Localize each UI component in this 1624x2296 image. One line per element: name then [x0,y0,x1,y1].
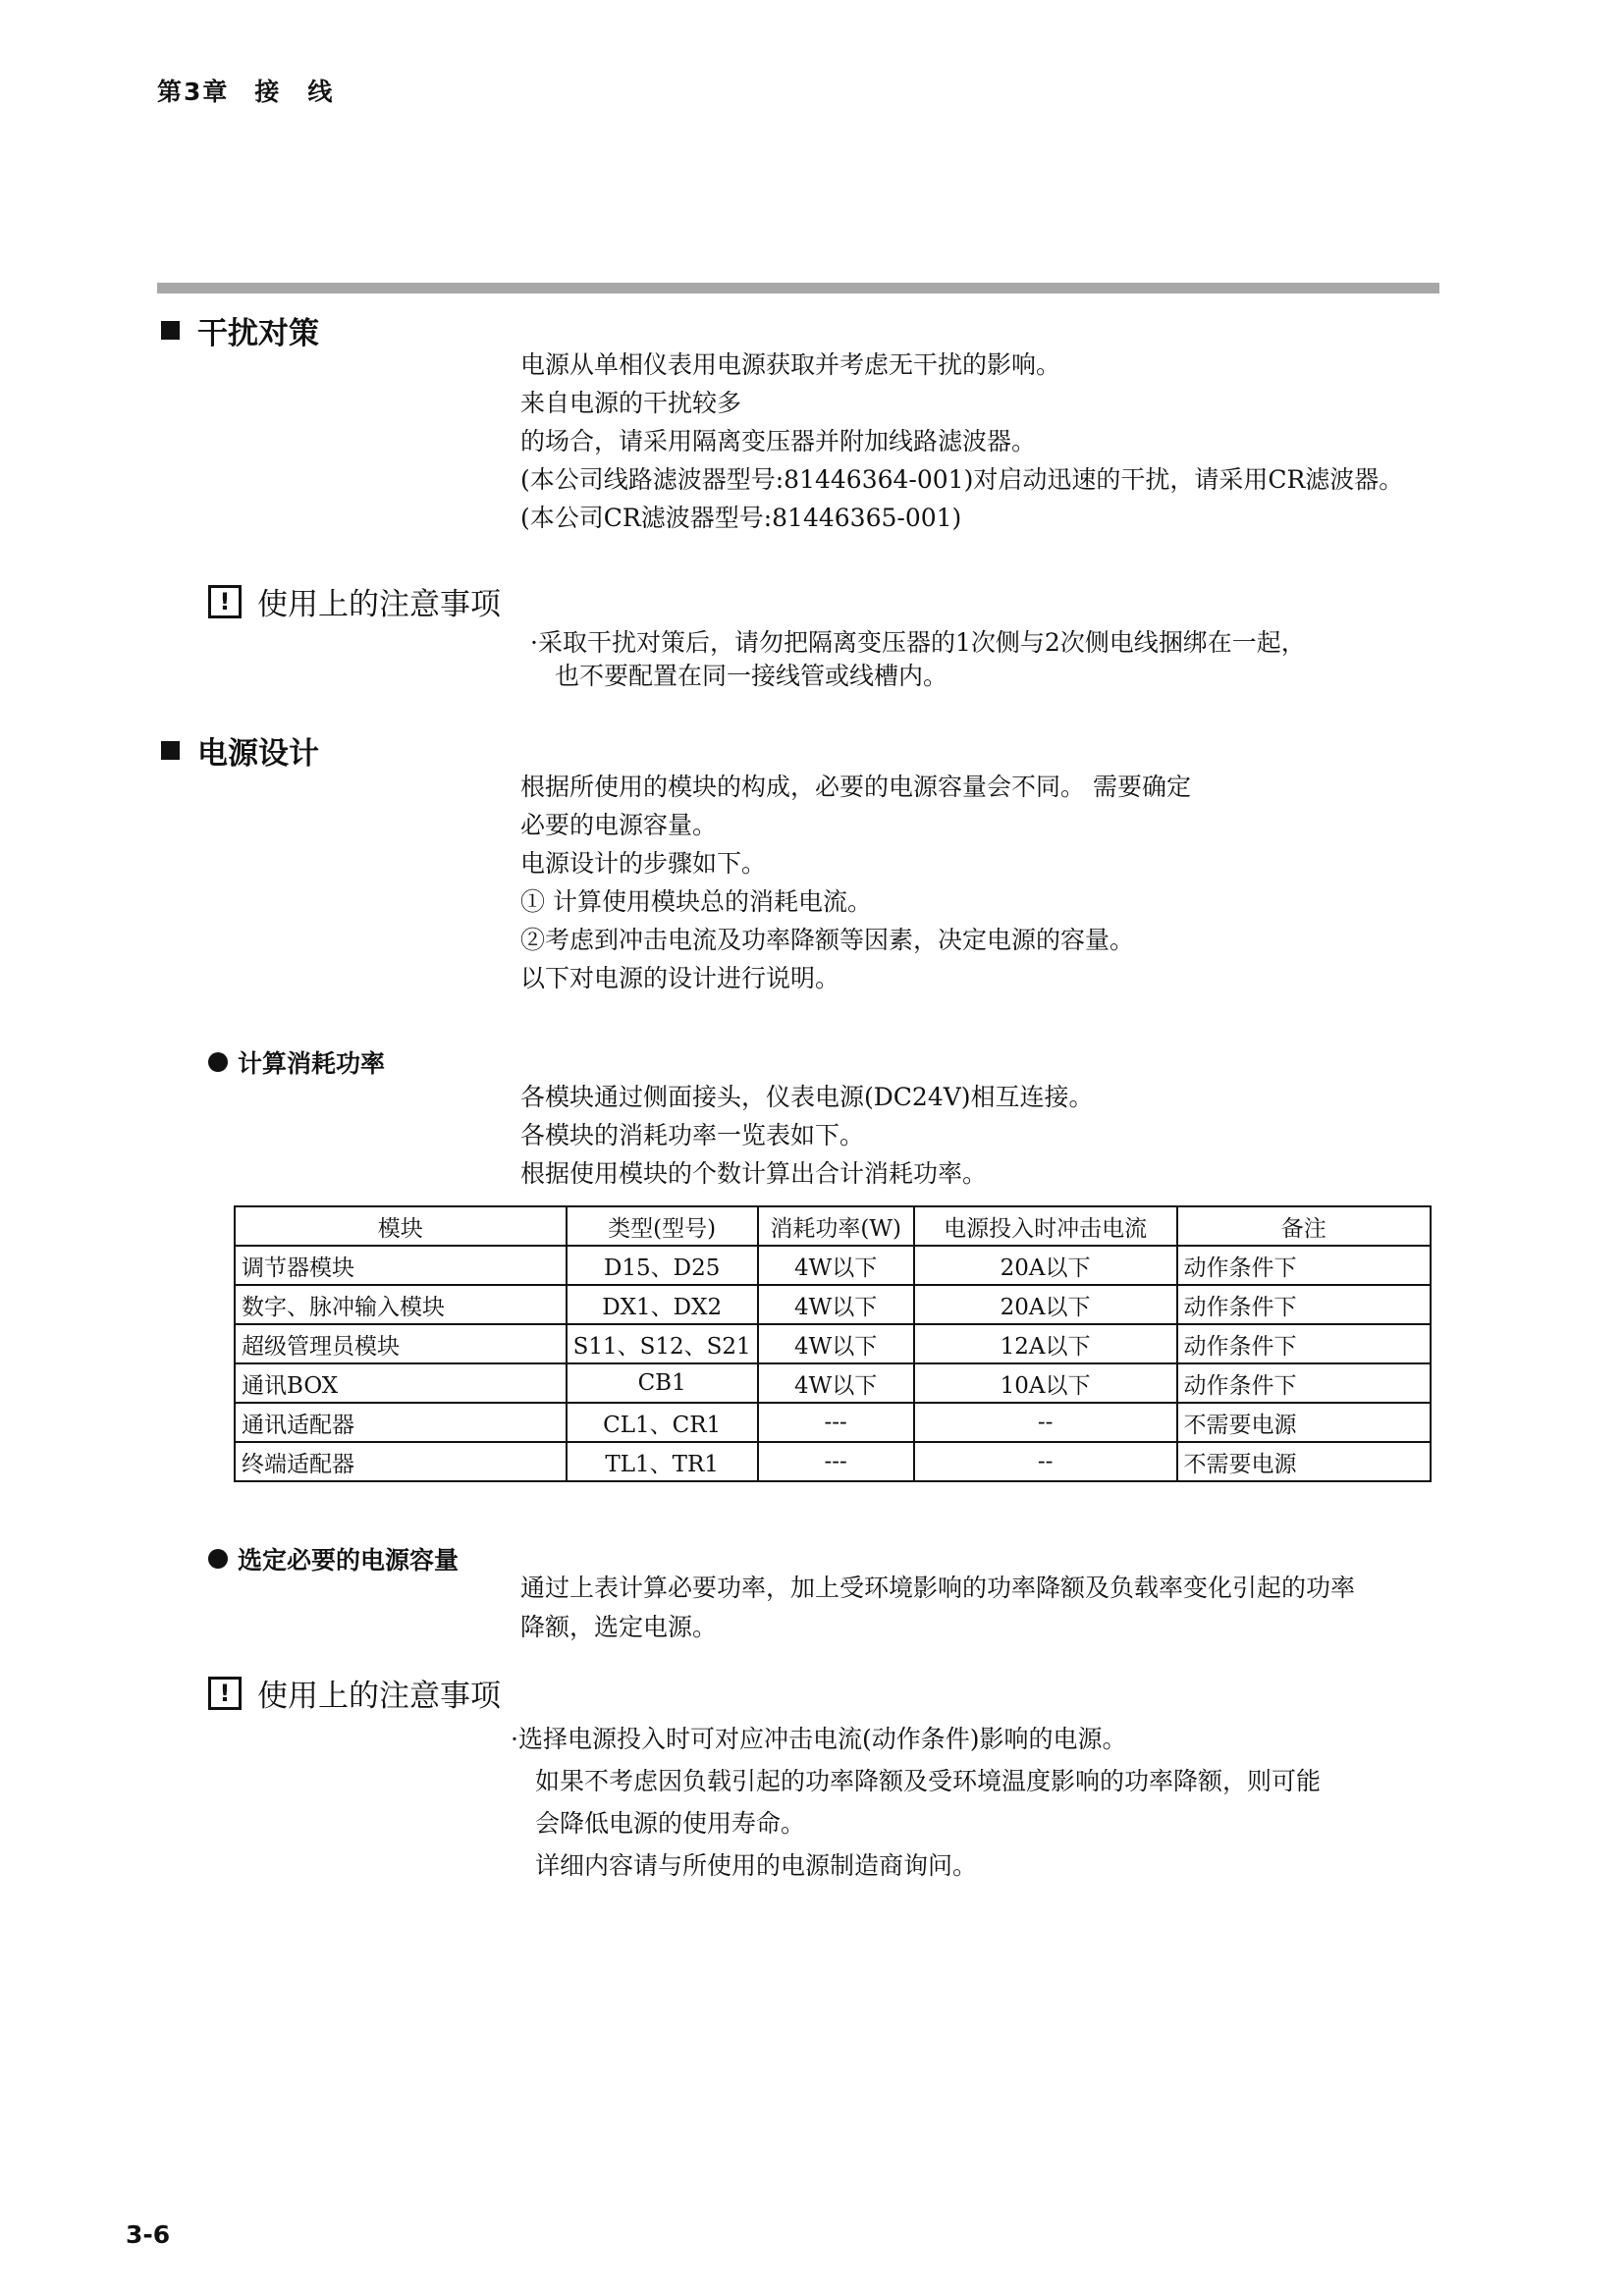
table-cell: 动作条件下 [1177,1363,1432,1403]
paragraph-line: 必要的电源容量。 [520,811,718,839]
table-row [235,1363,1431,1403]
table-cell: 10A以下 [914,1363,1177,1403]
power-capacity-paragraph [520,1569,1355,1647]
note-title-2 [208,1671,501,1715]
module-power-table [234,1205,1432,1482]
section-title-text: 干扰对策 [197,316,319,351]
section-title-noise [161,308,319,352]
paragraph-line: 会降低电源的使用寿命。 [511,1809,806,1838]
note-title-text: 使用上的注意事项 [257,587,501,622]
paragraph-line: 如果不考虑因负载引起的功率降额及受环境温度影响的功率降额，则可能 [511,1767,1322,1795]
paragraph-line: 电源设计的步骤如下。 [520,849,767,878]
subsection-title-power-capacity [208,1541,459,1576]
table-row [235,1324,1431,1363]
paragraph-line: 根据使用模块的个数计算出合计消耗功率。 [520,1159,988,1188]
round-bullet-icon [208,1052,228,1072]
paragraph-line: 电源从单相仪表用电源获取并考虑无干扰的影响。 [520,350,1061,379]
chapter-title: 接 线 [254,78,335,106]
section-title-text: 电源设计 [197,736,319,772]
paragraph-line: 以下对电源的设计进行说明。 [520,964,840,992]
table-row [235,1246,1431,1285]
table-cell: 12A以下 [914,1324,1177,1363]
table-cell: 不需要电源 [1177,1442,1432,1481]
subsection-title-text: 选定必要的电源容量 [238,1546,460,1575]
square-bullet-icon [161,321,180,340]
table-header-row [235,1206,1431,1246]
table-cell: TL1、TR1 [567,1442,758,1481]
table-row [235,1285,1431,1324]
table-cell: 调节器模块 [235,1246,567,1285]
table-cell: 通讯BOX [235,1363,567,1403]
subsection-title-text: 计算消耗功率 [238,1049,386,1078]
table-cell: --- [758,1442,914,1481]
paragraph-line: ②考虑到冲击电流及功率降额等因素，决定电源的容量。 [520,926,1135,954]
section-divider [157,283,1439,294]
table-cell: 动作条件下 [1177,1285,1432,1324]
paragraph-line: 降额，选定电源。 [520,1613,718,1641]
table-cell: 20A以下 [914,1246,1177,1285]
caution-icon: ! [208,1677,242,1710]
round-bullet-icon [208,1549,228,1569]
table-cell: --- [758,1403,914,1442]
table-cell: -- [914,1442,1177,1481]
table-cell: 数字、脉冲输入模块 [235,1285,567,1324]
table-header: 消耗功率(W) [758,1206,914,1246]
note-1-paragraph [530,626,1306,693]
paragraph-line: (本公司线路滤波器型号:81446364-001)对启动迅速的干扰，请采用CR滤波器。 [520,465,1404,494]
table-cell: DX1、DX2 [567,1285,758,1324]
paragraph-line: 的场合，请采用隔离变压器并附加线路滤波器。 [520,427,1037,455]
table-cell: 4W以下 [758,1285,914,1324]
table-cell: 通讯适配器 [235,1403,567,1442]
noise-paragraph [520,346,1403,537]
paragraph-line: 各模块的消耗功率一览表如下。 [520,1121,865,1149]
table-header: 模块 [235,1206,567,1246]
note-2-paragraph [511,1718,1321,1887]
table-cell: 4W以下 [758,1246,914,1285]
table-cell: 动作条件下 [1177,1246,1432,1285]
table-cell: 4W以下 [758,1363,914,1403]
paragraph-line: ·采取干扰对策后，请勿把隔离变压器的1次侧与2次侧电线捆绑在一起， [530,628,1306,657]
chapter-header [157,73,359,108]
caution-icon: ! [208,585,242,618]
table-header: 备注 [1177,1206,1432,1246]
table-cell: CL1、CR1 [567,1403,758,1442]
table-cell: 4W以下 [758,1324,914,1363]
table-cell: S11、S12、S21 [567,1324,758,1363]
table-cell: D15、D25 [567,1246,758,1285]
table-cell: 超级管理员模块 [235,1324,567,1363]
table-cell: 终端适配器 [235,1442,567,1481]
table-row [235,1442,1431,1481]
section-title-power-design [161,728,319,773]
page-number: 3-6 [126,2220,171,2249]
table-cell: -- [914,1403,1177,1442]
table-cell: 不需要电源 [1177,1403,1432,1442]
table-header: 类型(型号) [567,1206,758,1246]
paragraph-line: 也不要配置在同一接线管或线槽内。 [530,662,948,690]
paragraph-line: ·选择电源投入时可对应冲击电流(动作条件)影响的电源。 [511,1725,1127,1753]
subsection-title-power-consumption [208,1044,385,1080]
power-consumption-paragraph [520,1078,1094,1193]
note-title-1 [208,579,501,623]
note-title-text: 使用上的注意事项 [257,1679,501,1714]
paragraph-line: 通过上表计算必要功率，加上受环境影响的功率降额及负载率变化引起的功率 [520,1574,1356,1602]
paragraph-line: 根据所使用的模块的构成，必要的电源容量会不同。 需要确定 [520,773,1191,801]
paragraph-line: 各模块通过侧面接头，仪表电源(DC24V)相互连接。 [520,1083,1094,1111]
table-header: 电源投入时冲击电流 [914,1206,1177,1246]
square-bullet-icon [161,741,180,760]
power-design-paragraph [520,768,1191,997]
table-cell: 20A以下 [914,1285,1177,1324]
table-cell: CB1 [567,1363,758,1403]
chapter-number: 第3章 [157,78,230,106]
table-row [235,1403,1431,1442]
paragraph-line: ① 计算使用模块总的消耗电流。 [520,887,872,916]
paragraph-line: (本公司CR滤波器型号:81446365-001) [520,504,962,532]
paragraph-line: 详细内容请与所使用的电源制造商询问。 [511,1851,978,1880]
table-cell: 动作条件下 [1177,1324,1432,1363]
paragraph-line: 来自电源的干扰较多 [520,389,742,417]
